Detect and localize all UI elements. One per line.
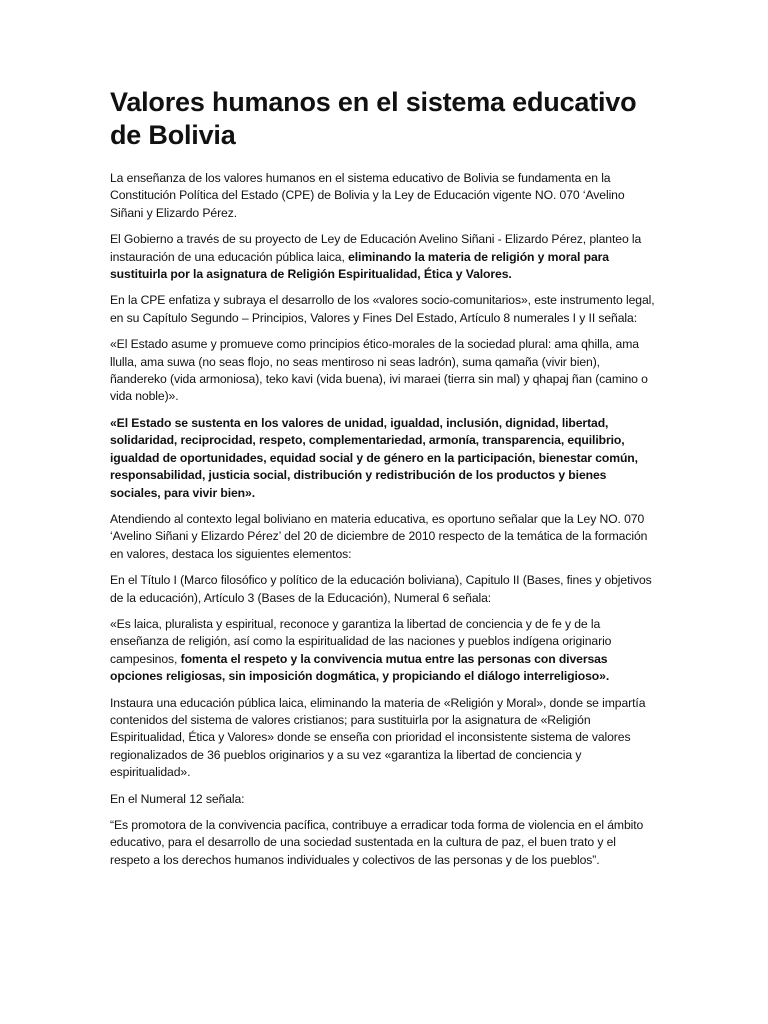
paragraph-text: En el Título I (Marco filosófico y político de la educación boliviana), Capitulo II (Bases, fines y objetivos de la educación), Artículo 3 (Bases de la Educación), Numeral 6 señala: bbox=[110, 573, 652, 605]
paragraph-text: “Es promotora de la convivencia pacífica, contribuye a erradicar toda forma de violencia en el ámbito educativo, para el desarrollo de una sociedad sustentada en la cultura de paz, el buen trato y el respeto a los derechos humanos individuales y colectivos de las personas y de los pueblos”. bbox=[110, 818, 644, 867]
document-title: Valores humanos en el sistema educativo de Bolivia bbox=[110, 87, 637, 150]
paragraph-text: El Gobierno a través de su proyecto de Ley de Educación Avelino Siñani - Elizardo Pérez, planteo la instauración de una educación pública laica, bbox=[110, 232, 642, 264]
paragraph-9 bbox=[110, 695, 658, 782]
paragraph-text: Atendiendo al contexto legal boliviano en materia educativa, es oportuno señalar que la Ley NO. 070 ‘Avelino Siñani y Elizardo Pérez’ del 20 de diciembre de 2010 respecto de la temática de la formación en valores, destaca los siguientes elementos: bbox=[110, 511, 648, 561]
paragraph-8-quote bbox=[110, 616, 658, 686]
paragraph-text-bold: eliminando la materia de religión y moral para sustituirla por la asignatura de Religión Espiritualidad, Ética y Valores. bbox=[110, 249, 609, 282]
paragraph-text: En el Numeral 12 señala: bbox=[110, 791, 245, 806]
document-page bbox=[110, 86, 658, 878]
paragraph-text: En la CPE enfatiza y subraya el desarrollo de los «valores socio-comunitarios», este instrumento legal, en su Capítulo Segundo – Principios, Valores y Fines Del Estado, Artículo 8 numerales I y II señala: bbox=[110, 293, 655, 325]
paragraph-3 bbox=[110, 292, 658, 327]
paragraph-text-bold: fomenta el respeto y la convivencia mutua entre las personas con diversas opciones religiosas, sin imposición dogmática, y propiciando el diálogo interreligioso». bbox=[110, 651, 610, 684]
paragraph-text: Instaura una educación pública laica, eliminando la materia de «Religión y Moral», donde se impartía contenidos del sistema de valores cristianos; para sustituirla por la asignatura de «Religión Espiritualidad, Ética y Valores» donde se enseña con prioridad el inconsistente sistema de valores regionalizados de 36 pueblos originarios y a su vez «garantiza la libertad de conciencia y espiritualidad». bbox=[110, 695, 646, 780]
paragraph-text: «El Estado asume y promueve como principios ético-morales de la sociedad plural: ama qhilla, ama llulla, ama suwa (no seas flojo, no seas mentiroso ni seas ladrón), suma qamaña (vivir bien), ñandereko (vida armoniosa), teko kavi (vida buena), ivi maraei (tierra sin mal) y qhapaj ñan (camino o vida noble)». bbox=[110, 337, 648, 404]
paragraph-11-quote bbox=[110, 817, 658, 869]
paragraph-1 bbox=[110, 170, 658, 222]
paragraph-2 bbox=[110, 231, 658, 283]
paragraph-text: «Es laica, pluralista y espiritual, reconoce y garantiza la libertad de conciencia y de fe y de la enseñanza de religión, así como la espiritualidad de las naciones y pueblos indígena originario campesinos, bbox=[110, 616, 612, 666]
paragraph-6 bbox=[110, 511, 658, 563]
paragraph-text: La enseñanza de los valores humanos en el sistema educativo de Bolivia se fundamenta en la Constitución Política del Estado (CPE) de Bolivia y la Ley de Educación vigente NO. 070 ‘Avelino Siñani y Elizardo Pérez. bbox=[110, 171, 625, 220]
paragraph-5-quote bbox=[110, 415, 658, 502]
paragraph-text-bold: «El Estado se sustenta en los valores de unidad, igualdad, inclusión, dignidad, libertad, solidaridad, reciprocidad, respeto, complementariedad, armonía, transparencia, equilibrio, igualdad de oportunidades, equidad social y de género en la participación, bienestar común, responsabilidad, justicia social, distribución y redistribución de los productos y bienes sociales, para vivir bien». bbox=[110, 415, 638, 500]
paragraph-10 bbox=[110, 791, 658, 808]
paragraph-4-quote bbox=[110, 336, 658, 406]
paragraph-7 bbox=[110, 572, 658, 607]
